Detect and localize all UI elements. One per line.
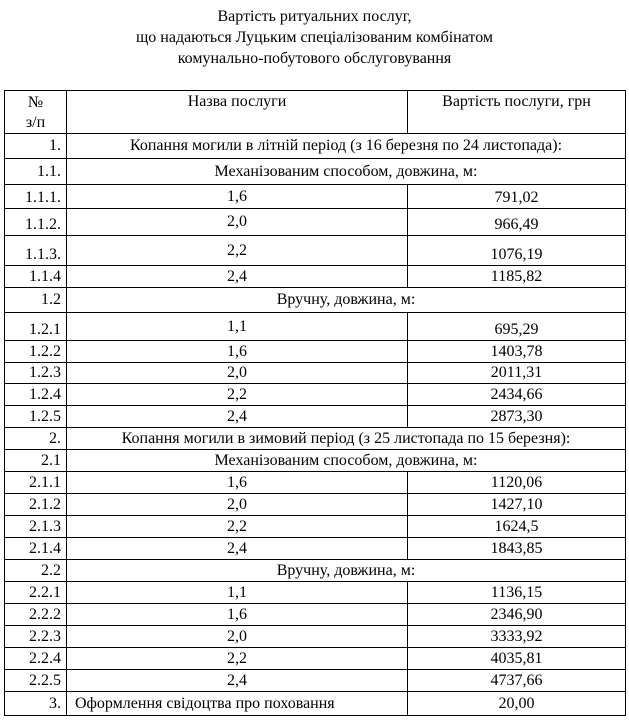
grave-length: 1,6 <box>67 341 408 363</box>
row-number: 1.1.2. <box>5 209 67 236</box>
grave-length: 1,1 <box>67 582 408 604</box>
service-price: 1120,06 <box>408 472 626 494</box>
grave-length: 2,0 <box>67 626 408 648</box>
header-service-price: Вартість послуги, грн <box>408 91 626 134</box>
service-price: 2011,31 <box>408 363 626 384</box>
table-header-row <box>5 91 626 134</box>
table-row <box>5 341 626 363</box>
table-row <box>5 648 626 670</box>
service-name: Оформлення свідоцтва про поховання <box>67 692 408 716</box>
row-number: 2.2.2 <box>5 604 67 626</box>
row-number: 3. <box>5 692 67 716</box>
service-price: 695,29 <box>408 313 626 341</box>
row-number: 2.2.4 <box>5 648 67 670</box>
row-number: 2.2.1 <box>5 582 67 604</box>
row-number: 2.2 <box>5 560 67 582</box>
table-row <box>5 236 626 266</box>
table-row <box>5 582 626 604</box>
row-number: 1.2.5 <box>5 406 67 428</box>
header-number-label: з/п <box>25 114 46 131</box>
table-row <box>5 209 626 236</box>
grave-length: 2,2 <box>67 648 408 670</box>
grave-length: 2,4 <box>67 406 408 428</box>
row-number: 1.1.1. <box>5 185 67 209</box>
service-price: 1076,19 <box>408 236 626 266</box>
table-row <box>5 266 626 288</box>
subsection-title: Механізованим способом, довжина, м: <box>67 450 626 472</box>
header-number-symbol: № <box>27 94 44 111</box>
row-number: 2. <box>5 428 67 450</box>
row-number: 2.1.3 <box>5 516 67 538</box>
subsection-title: Механізованим способом, довжина, м: <box>67 159 626 185</box>
grave-length: 2,4 <box>67 266 408 288</box>
table-row <box>5 406 626 428</box>
table-row-subsection <box>5 288 626 313</box>
grave-length: 1,6 <box>67 604 408 626</box>
table-row-section <box>5 134 626 159</box>
document-title <box>0 6 629 69</box>
subsection-title: Вручну, довжина, м: <box>67 560 626 582</box>
row-number: 1.2.3 <box>5 363 67 384</box>
service-price: 1624,5 <box>408 516 626 538</box>
service-price: 2434,66 <box>408 384 626 406</box>
service-price: 20,00 <box>408 692 626 716</box>
title-line-3: комунально-побутового обслуговування <box>177 50 452 67</box>
service-price: 966,49 <box>408 209 626 236</box>
table-row <box>5 538 626 560</box>
table-row <box>5 494 626 516</box>
table-row <box>5 363 626 384</box>
header-number <box>5 91 67 134</box>
header-service-name: Назва послуги <box>67 91 408 134</box>
grave-length: 1,1 <box>67 313 408 341</box>
table-row-subsection <box>5 560 626 582</box>
service-price: 2873,30 <box>408 406 626 428</box>
table-body <box>5 134 626 716</box>
service-price: 2346,90 <box>408 604 626 626</box>
grave-length: 2,0 <box>67 209 408 236</box>
row-number: 2.2.3 <box>5 626 67 648</box>
grave-length: 1,6 <box>67 185 408 209</box>
row-number: 2.1 <box>5 450 67 472</box>
grave-length: 1,6 <box>67 472 408 494</box>
title-line-1: Вартість ритуальних послуг, <box>217 8 412 25</box>
table-row <box>5 472 626 494</box>
service-price: 1403,78 <box>408 341 626 363</box>
table-row <box>5 516 626 538</box>
table-row-subsection <box>5 159 626 185</box>
service-price: 4737,66 <box>408 670 626 692</box>
service-price: 4035,81 <box>408 648 626 670</box>
grave-length: 2,2 <box>67 236 408 266</box>
service-price: 791,02 <box>408 185 626 209</box>
service-price: 3333,92 <box>408 626 626 648</box>
row-number: 2.1.1 <box>5 472 67 494</box>
grave-length: 2,4 <box>67 670 408 692</box>
section-title: Копання могили в зимовий період (з 25 листопада по 15 березня): <box>67 428 626 450</box>
table-row <box>5 185 626 209</box>
section-title: Копання могили в літній період (з 16 березня по 24 листопада): <box>67 134 626 159</box>
title-line-2: що надаються Луцьким спеціалізованим комбінатом <box>135 29 494 46</box>
service-price: 1843,85 <box>408 538 626 560</box>
row-number: 1. <box>5 134 67 159</box>
row-number: 2.1.2 <box>5 494 67 516</box>
price-table <box>4 90 626 716</box>
table-row-subsection <box>5 450 626 472</box>
service-price: 1427,10 <box>408 494 626 516</box>
table-row <box>5 313 626 341</box>
row-number: 2.1.4 <box>5 538 67 560</box>
row-number: 1.1.4 <box>5 266 67 288</box>
row-number: 1.1.3. <box>5 236 67 266</box>
service-price: 1136,15 <box>408 582 626 604</box>
row-number: 1.1. <box>5 159 67 185</box>
subsection-title: Вручну, довжина, м: <box>67 288 626 313</box>
grave-length: 2,0 <box>67 494 408 516</box>
table-row-section <box>5 428 626 450</box>
table-row <box>5 604 626 626</box>
grave-length: 2,4 <box>67 538 408 560</box>
row-number: 1.2.1 <box>5 313 67 341</box>
table-row <box>5 670 626 692</box>
grave-length: 2,2 <box>67 516 408 538</box>
table-row <box>5 626 626 648</box>
table-row-text-item <box>5 692 626 716</box>
service-price: 1185,82 <box>408 266 626 288</box>
row-number: 1.2.2 <box>5 341 67 363</box>
grave-length: 2,0 <box>67 363 408 384</box>
grave-length: 2,2 <box>67 384 408 406</box>
row-number: 1.2 <box>5 288 67 313</box>
row-number: 2.2.5 <box>5 670 67 692</box>
row-number: 1.2.4 <box>5 384 67 406</box>
table-row <box>5 384 626 406</box>
